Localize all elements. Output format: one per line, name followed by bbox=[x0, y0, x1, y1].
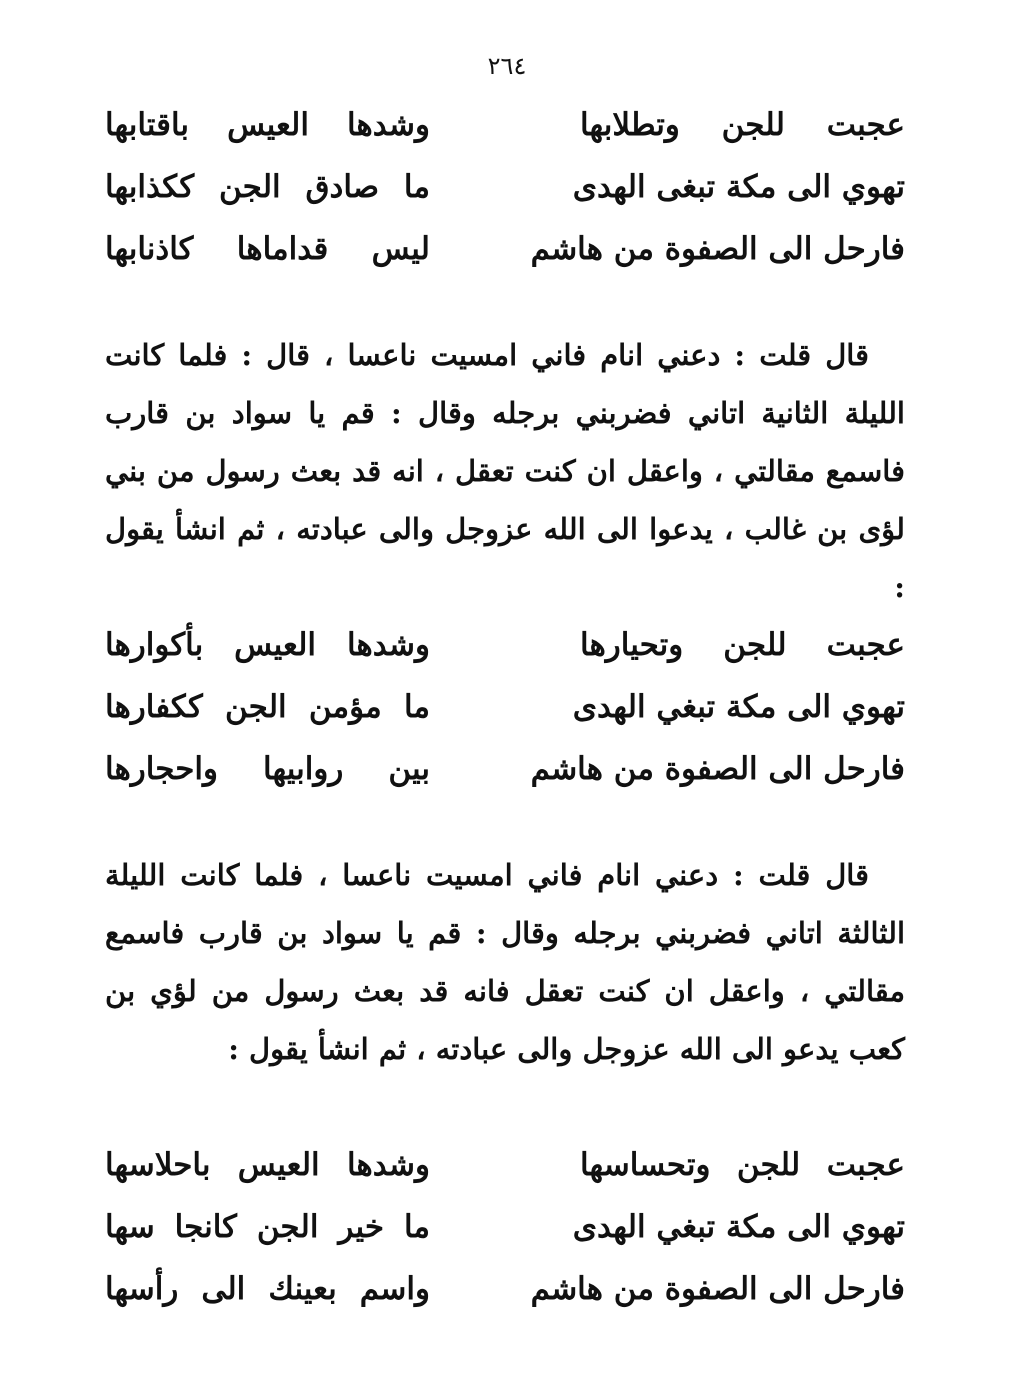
verse-first-hemistich: فارحل الى الصفوة من هاشم bbox=[530, 1271, 905, 1307]
verse-second-hemistich: ما صادق الجن ككذابها bbox=[105, 169, 430, 205]
verse-second-hemistich: وشدها العيس بأكوارها bbox=[105, 627, 430, 663]
verse-second-hemistich: وشدها العيس باحلاسها bbox=[105, 1147, 430, 1183]
verse-first-hemistich: فارحل الى الصفوة من هاشم bbox=[530, 751, 905, 787]
paragraph-1 bbox=[105, 326, 905, 616]
verse bbox=[105, 676, 905, 738]
verse-second-hemistich: وشدها العيس باقتابها bbox=[105, 107, 430, 143]
verse-first-hemistich: عجبت للجن وتطلابها bbox=[580, 107, 905, 143]
verse bbox=[105, 1134, 905, 1196]
verse bbox=[105, 614, 905, 676]
poem-1 bbox=[105, 94, 905, 280]
verse bbox=[105, 738, 905, 800]
poem-2 bbox=[105, 614, 905, 800]
verse-first-hemistich: عجبت للجن وتحيارها bbox=[580, 627, 905, 663]
verse-second-hemistich: ما مؤمن الجن ككفارها bbox=[105, 689, 430, 725]
verse-first-hemistich: فارحل الى الصفوة من هاشم bbox=[530, 231, 905, 267]
verse bbox=[105, 156, 905, 218]
paragraph-text: قال قلت : دعني انام فاني امسيت ناعسا ، فلما كانت الليلة الثالثة اتاني فضربني برجله وقال : قم يا سواد بن قارب فاسمع مقالتي ، واعقل ان كنت تعقل فانه قد بعث رسول من لؤي بن كعب يدعو الى الله عزوجل والى عبادته ، ثم انشأ يقول : bbox=[105, 858, 905, 1066]
verse-first-hemistich: تهوي الى مكة تبغى الهدى bbox=[572, 169, 905, 205]
paragraph-2 bbox=[105, 846, 905, 1078]
verse bbox=[105, 1258, 905, 1320]
verse-second-hemistich: ليس قداماها كاذنابها bbox=[105, 231, 430, 267]
verse-first-hemistich: تهوي الى مكة تبغي الهدى bbox=[572, 689, 905, 725]
verse-first-hemistich: عجبت للجن وتحساسها bbox=[580, 1147, 905, 1183]
verse-second-hemistich: بين روابيها واحجارها bbox=[105, 751, 430, 787]
verse-first-hemistich: تهوي الى مكة تبغي الهدى bbox=[572, 1209, 905, 1245]
poem-3 bbox=[105, 1134, 905, 1320]
verse-second-hemistich: ما خير الجن كانجا سها bbox=[105, 1209, 430, 1245]
verse bbox=[105, 218, 905, 280]
paragraph-text: قال قلت : دعني انام فاني امسيت ناعسا ، قال : فلما كانت الليلة الثانية اتاني فضربني برجله وقال : قم يا سواد بن قارب فاسمع مقالتي ، واعقل ان كنت تعقل ، انه قد بعث رسول من بني لؤى بن غالب ، يدعوا الى الله عزوجل والى عبادته ، ثم انشأ يقول : bbox=[105, 338, 905, 604]
verse bbox=[105, 1196, 905, 1258]
verse bbox=[105, 94, 905, 156]
page-number: ٢٦٤ bbox=[487, 52, 527, 80]
verse-second-hemistich: واسم بعينك الى رأسها bbox=[105, 1271, 430, 1307]
